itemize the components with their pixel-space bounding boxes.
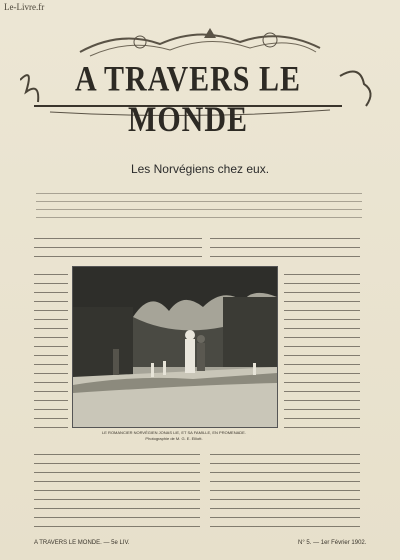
photo-scene [73, 267, 277, 427]
masthead-banner [20, 22, 376, 140]
caption-text: LE ROMANCIER NORVÉGIEN JONAS LIE, ET SA FAMILLE, EN PROMENADE. [102, 430, 246, 435]
footer-issue: A TRAVERS LE MONDE. — 5e LIV. [34, 540, 130, 546]
photo-caption [76, 430, 272, 442]
left-column-text-lower [34, 446, 200, 534]
intro-paragraph [36, 186, 362, 218]
right-column-text [210, 230, 360, 264]
left-narrow-text [34, 266, 68, 428]
left-column-text [34, 230, 202, 260]
photo-credit: Photographie de M. G. E. Elliott. [145, 436, 203, 441]
right-narrow-text [284, 266, 360, 428]
site-label: Le-Livre.fr [4, 2, 45, 12]
article-photograph [72, 266, 278, 428]
article-title: Les Norvégiens chez eux. [130, 162, 270, 176]
footer-date: N° 5. — 1er Février 1902. [298, 540, 367, 546]
right-column-text-lower [210, 446, 360, 534]
masthead-title: A TRAVERS LE MONDE [75, 59, 301, 140]
